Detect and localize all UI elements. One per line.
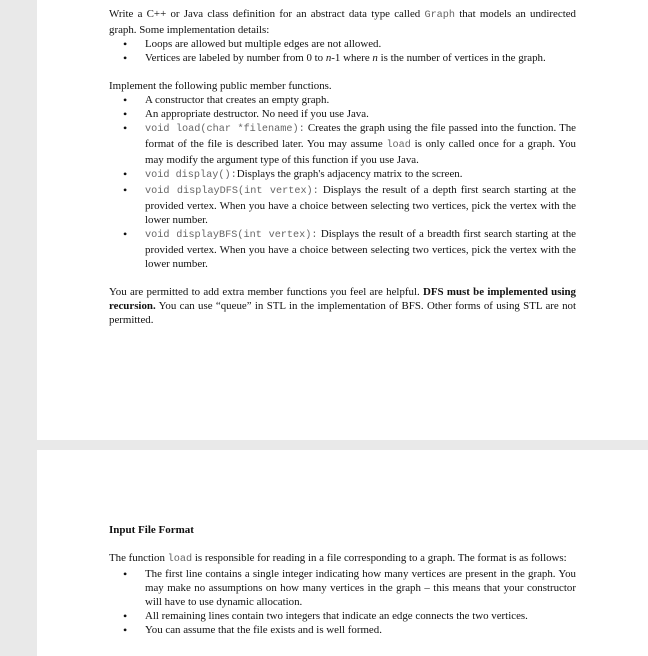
- function-item-load: • void load(char *filename): Creates the graph using the file passed into the function. The format of the file is described later. You may assume load is only called once for a graph. You may modify the argument type of this function if you use Java.: [145, 121, 576, 167]
- page-1-content: [109, 7, 576, 327]
- detail-item: • Vertices are labeled by number from 0 to n-1 where n is the number of vertices in the graph.: [145, 51, 576, 65]
- function-item-display: • void display():Displays the graph's adjacency matrix to the screen.: [145, 167, 576, 183]
- function-item-constructor: • A constructor that creates an empty graph.: [145, 93, 576, 107]
- function-item-displaydfs: • void displayDFS(int vertex): Displays the result of a depth first search starting at the provided vertex. When you have a choice between selecting two vertices, pick the vertex with the lower number.: [145, 183, 576, 227]
- page-1: [37, 0, 648, 440]
- page-2-content: [109, 523, 576, 637]
- format-item: • All remaining lines contain two integers that indicate an edge connects the two vertices.: [145, 609, 576, 623]
- section-heading: Input File Format: [109, 524, 194, 536]
- extra-paragraph: You are permitted to add extra member functions you feel are helpful. DFS must be implemented using recursion. You can use “queue” in STL in the implementation of BFS. Other forms of using STL are not permitted.: [109, 286, 576, 326]
- format-list: [109, 567, 576, 637]
- intro-text-2: that models an undirected graph. Some implementation details:: [109, 8, 576, 36]
- graph-class-code: Graph: [424, 10, 456, 21]
- format-item: • The first line contains a single integer indicating how many vertices are present in the graph. You may make no assumptions on how many vertices in the graph – this means that your constructor will have to use dynamic allocation.: [145, 567, 576, 609]
- dfs-recursion-note: DFS must be implemented using recursion.: [109, 286, 576, 312]
- intro-paragraph: [109, 7, 576, 37]
- function-item-displaybfs: • void displayBFS(int vertex): Displays the result of a breadth first search starting at the provided vertex. When you have a choice between selecting two vertices, pick the vertex with the lower number.: [145, 227, 576, 271]
- implement-intro: Implement the following public member functions.: [109, 80, 332, 92]
- page-2: [37, 450, 648, 656]
- load-paragraph: The function load is responsible for reading in a file corresponding to a graph. The format is as follows:: [109, 552, 567, 565]
- function-item-destructor: • An appropriate destructor. No need if you use Java.: [145, 107, 576, 121]
- detail-item: • Loops are allowed but multiple edges are not allowed.: [145, 37, 576, 51]
- details-list: [109, 37, 576, 65]
- load-code: load: [167, 554, 193, 565]
- intro-text-1: Write a C++ or Java class definition for an abstract data type called: [109, 8, 425, 20]
- functions-list: [109, 93, 576, 271]
- format-item: • You can assume that the file exists and is well formed.: [145, 623, 576, 637]
